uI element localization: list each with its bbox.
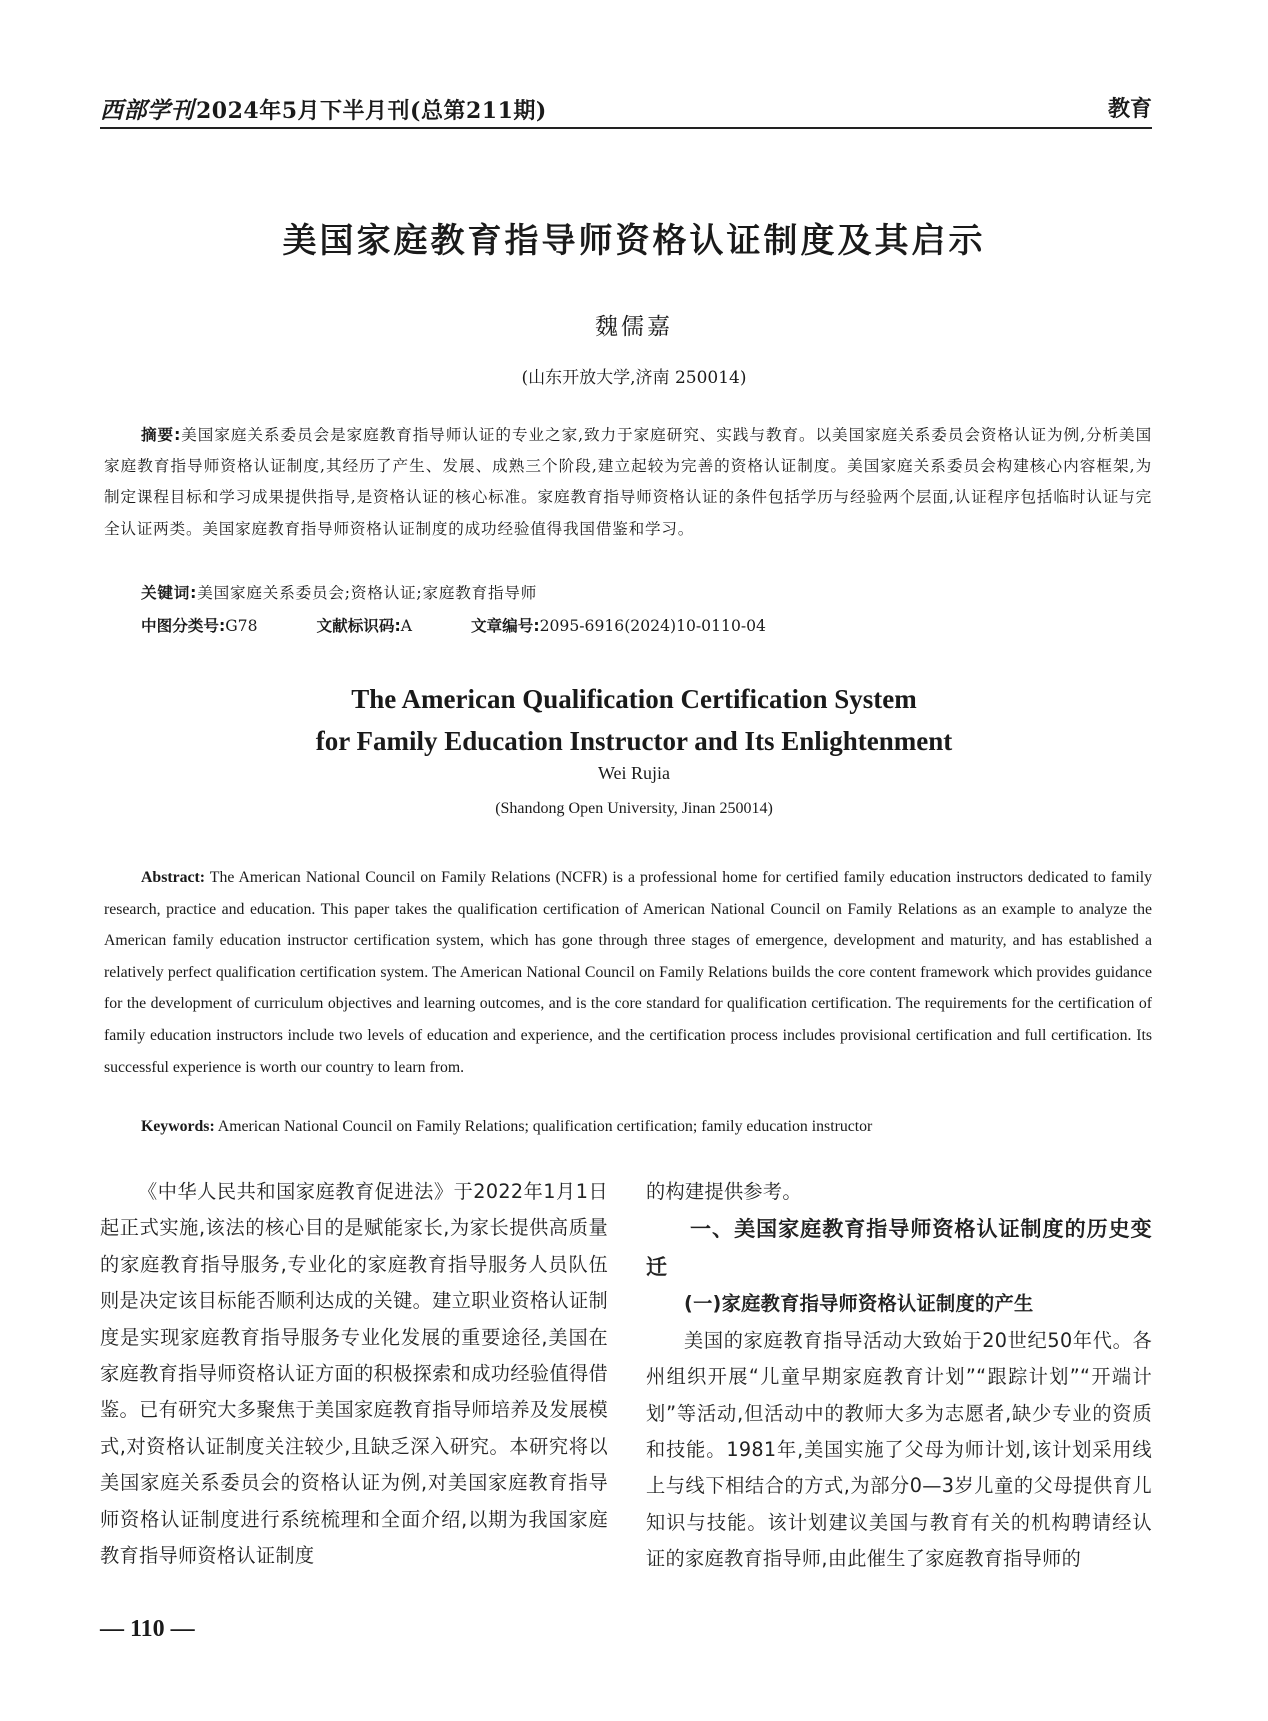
abstract-en-label: Abstract:: [141, 869, 206, 886]
title-en-line1: The American Qualification Certification System: [351, 684, 917, 714]
abstract-cn-label: 摘要:: [141, 426, 182, 444]
journal-logo: 西部学刊: [100, 97, 194, 124]
abstract-cn: [104, 420, 1152, 545]
doc-label: 文献标识码:: [316, 617, 401, 635]
keywords-en-text: American National Council on Family Relations; qualification certification; family education instructor: [214, 1118, 873, 1135]
article-value: 2095-6916(2024)10-0110-04: [539, 617, 766, 635]
body-right-column: [646, 1174, 1152, 1578]
subsection-heading: (一)家庭教育指导师资格认证制度的产生: [684, 1292, 1034, 1316]
keywords-cn: [141, 581, 537, 603]
title-en: [0, 678, 1268, 762]
keywords-en-label: Keywords:: [141, 1118, 215, 1135]
header-rule: [100, 127, 1152, 129]
title-en-line2: for Family Education Instructor and Its Enlightenment: [315, 726, 953, 756]
clc-code: [141, 617, 258, 635]
affiliation-en: (Shandong Open University, Jinan 250014): [495, 800, 773, 817]
doc-value: A: [400, 617, 412, 635]
issue-info: 2024年5月下半月刊(总第211期): [196, 98, 547, 124]
article-code: [471, 617, 766, 635]
intro-paragraph: 《中华人民共和国家庭教育促进法》于2022年1月1日起正式实施,该法的核心目的是赋能家长,为家长提供高质量的家庭教育指导服务,专业化的家庭教育指导服务人员队伍则是决定该目标能否顺利达成的关键。建立职业资格认证制度是实现家庭教育指导服务专业化发展的重要途径,美国在家庭教育指导师资格认证方面的积极探索和成功经验值得借鉴。已有研究大多聚焦于美国家庭教育指导师培养及发展模式,对资格认证制度关注较少,且缺乏深入研究。本研究将以美国家庭关系委员会的资格认证为例,对美国家庭教育指导师资格认证制度进行系统梳理和全面介绍,以期为我国家庭教育指导师资格认证制度: [100, 1180, 608, 1568]
running-header: [100, 92, 547, 125]
author-en: Wei Rujia: [597, 763, 671, 783]
intro-continuation: 的构建提供参考。: [646, 1180, 802, 1203]
abstract-en-text: The American National Council on Family Relations (NCFR) is a professional home for certified family education instructors dedicated to family research, practice and education. This paper takes the qualification certification of American National Council on Family Relations as an example to analyze the American family education instructor certification system, which has gone through three stages of emergence, development and maturity, and has established a relatively perfect qualification certification system. The American National Council on Family Relations builds the core content framework which provides guidance for the development of curriculum objectives and learning outcomes, and is the core standard for qualification certification. The requirements for the certification of family education instructors include two levels of education and experience, and the certification process includes provisional certification and full certification. Its successful experience is worth our country to learn from.: [104, 869, 1152, 1076]
classification-row: [141, 614, 766, 636]
abstract-en: [104, 862, 1152, 1083]
history-paragraph: 美国的家庭教育指导活动大致始于20世纪50年代。各州组织开展“儿童早期家庭教育计划”“跟踪计划”“开端计划”等活动,但活动中的教师大多为志愿者,缺少专业的资质和技能。1981年,美国实施了父母为师计划,该计划采用线上与线下相结合的方式,为部分0—3岁儿童的父母提供育儿知识与技能。该计划建议美国与教育有关的机构聘请经认证的家庭教育指导师,由此催生了家庭教育指导师的: [646, 1328, 1152, 1571]
keywords-en: [141, 1118, 872, 1136]
keywords-cn-label: 关键词:: [141, 584, 198, 602]
author-cn: 魏儒嘉: [595, 314, 673, 340]
title-cn: 美国家庭教育指导师资格认证制度及其启示: [282, 221, 986, 261]
section-heading: 一、美国家庭教育指导师资格认证制度的历史变迁: [646, 1217, 1152, 1280]
page-number: — 110 —: [100, 1616, 195, 1642]
article-label: 文章编号:: [470, 617, 540, 635]
abstract-cn-text: 美国家庭关系委员会是家庭教育指导师认证的专业之家,致力于家庭研究、实践与教育。以美国家庭关系委员会资格认证为例,分析美国家庭教育指导师资格认证制度,其经历了产生、发展、成熟三个阶段,建立起较为完善的资格认证制度。美国家庭关系委员会构建核心内容框架,为制定课程目标和学习成果提供指导,是资格认证的核心标准。家庭教育指导师资格认证的条件包括学历与经验两个层面,认证程序包括临时认证与完全认证两类。美国家庭教育指导师资格认证制度的成功经验值得我国借鉴和学习。: [104, 426, 1152, 538]
doc-code: [317, 617, 412, 635]
clc-value: G78: [225, 617, 258, 635]
section-label: 教育: [1107, 96, 1152, 122]
body-left-column: [100, 1174, 608, 1574]
clc-label: 中图分类号:: [141, 617, 226, 635]
keywords-cn-text: 美国家庭关系委员会;资格认证;家庭教育指导师: [197, 584, 538, 602]
affiliation-cn: (山东开放大学,济南 250014): [521, 368, 747, 388]
